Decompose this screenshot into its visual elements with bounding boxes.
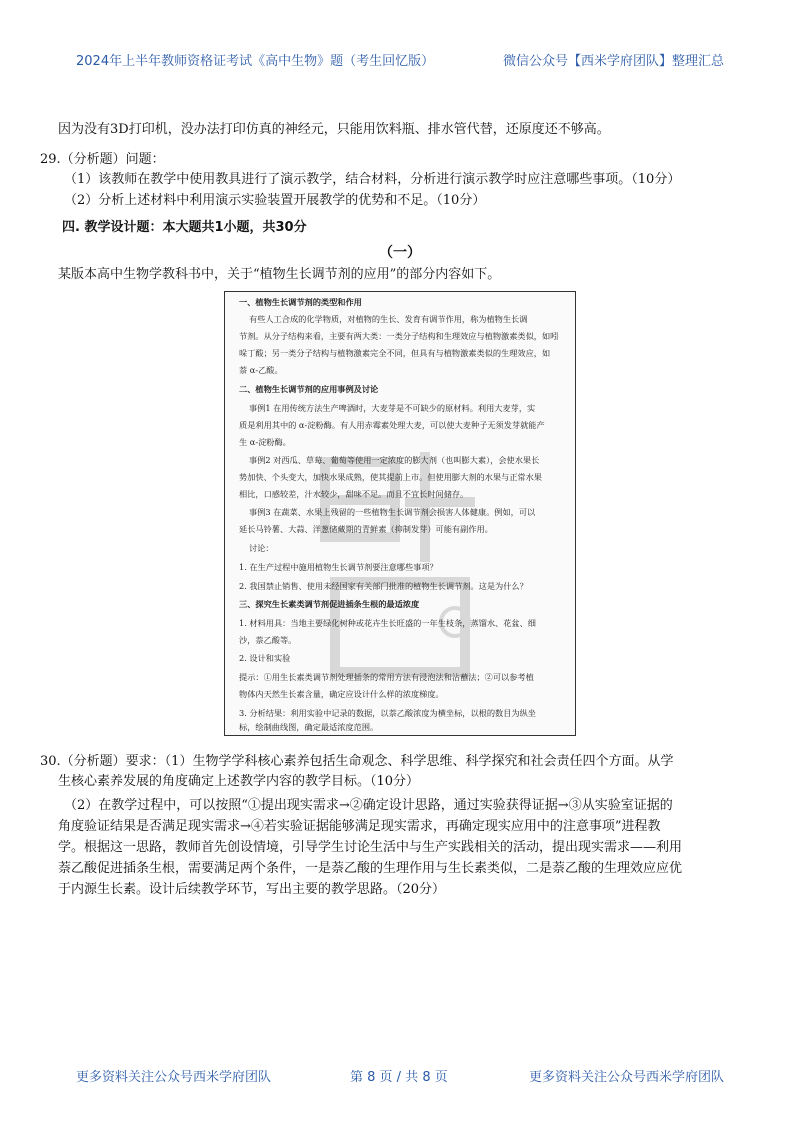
excerpt-line: 2. 我国禁止销售、使用未经国家有关部门批准的植物生长调节剂。这是为什么？	[239, 581, 528, 591]
header-source: 微信公众号【西米学府团队】整理汇总	[502, 54, 724, 69]
footer-right-note: 更多资料关注公众号西米学府团队	[528, 1070, 724, 1085]
q29-part1: （1）该教师在教学中使用教具进行了演示教学，结合材料，分析进行演示教学时应注意哪些事项。（10分）	[64, 172, 681, 187]
excerpt-line: 生 α-淀粉酶。	[239, 437, 291, 447]
excerpt-line: 讨论：	[249, 543, 274, 553]
q30-line-5: 学。根据这一思路，教师首先创设情境，引导学生讨论生活中与生产实践相关的活动，提出现实需求——利用	[58, 840, 683, 855]
figure-intro: 某版本高中生物学教科书中，关于“植物生长调节剂的应用”的部分内容如下。	[58, 267, 501, 282]
excerpt-line: 势加快、个头变大，加快水果成熟，使其提前上市。但使用膨大剂的水果与正常水果	[239, 472, 542, 482]
q30-line-1: 30.（分析题）要求：（1）生物学学科核心素养包括生命观念、科学思维、科学探究和社会责任四个方面。从学	[40, 754, 674, 769]
body-line-0: 因为没有3D打印机，没办法打印仿真的神经元，只能用饮料瓶、排水管代替，还原度还不够高。	[58, 122, 610, 137]
excerpt-line: 有些人工合成的化学物质，对植物的生长、发育有调节作用，称为植物生长调	[249, 314, 528, 324]
excerpt-line: 3. 分析结果：利用实验中记录的数据，以萘乙酸浓度为横坐标，以根的数目为纵坐	[239, 708, 536, 718]
q29-title: 29.（分析题）问题：	[40, 152, 165, 167]
page-number: 第 8 页 / 共 8 页	[350, 1070, 448, 1085]
q29-part2: （2）分析上述材料中利用演示实验装置开展教学的优势和不足。（10分）	[64, 193, 486, 208]
q30-line-2: 生核心素养发展的角度确定上述教学内容的教学目标。（10分）	[58, 774, 420, 789]
excerpt-line: 事例3 在蔬菜、水果上残留的一些植物生长调节剂会损害人体健康。例如，可以	[249, 507, 536, 517]
q30-line-6: 萘乙酸促进插条生根，需要满足两个条件，一是萘乙酸的生理作用与生长素类似，二是萘乙酸的生理效应应优	[58, 861, 683, 876]
excerpt-line: 1. 材料用具：当地主要绿化树种或花卉生长旺盛的一年生枝条，蒸馏水、花盆、细	[239, 618, 536, 628]
excerpt-line: 萘 α-乙酸。	[239, 365, 283, 375]
footer-left-note: 更多资料关注公众号西米学府团队	[76, 1070, 272, 1085]
textbook-excerpt-image	[224, 291, 576, 736]
excerpt-line: 延长马铃薯、大蒜、洋葱储藏期的青鲜素（抑制发芽）可能有副作用。	[239, 524, 493, 534]
sub-title: （一）	[379, 245, 421, 261]
excerpt-line: 一、植物生长调节剂的类型和作用	[239, 297, 362, 307]
section-4-title: 四. 教学设计题：本大题共1小题，共30分	[62, 220, 307, 235]
excerpt-line: 质是利用其中的 α-淀粉酶。有人用赤霉素处理大麦，可以使大麦种子无须发芽就能产	[239, 420, 545, 430]
q30-line-4: 角度验证结果是否满足现实需求→④若实验证据能够满足现实需求，再确定现实应用中的注意事项”进程教	[58, 819, 661, 834]
q30-line-7: 于内源生长素。设计后续教学环节，写出主要的教学思路。（20分）	[58, 882, 446, 897]
excerpt-line: 1. 在生产过程中施用植物生长调节剂要注意哪些事项？	[239, 562, 438, 572]
excerpt-line: 提示：①用生长素类调节剂处理插条的常用方法有浸泡法和沾蘸法；②可以参考植	[239, 672, 534, 682]
excerpt-line: 事例1 在用传统方法生产啤酒时，大麦芽是不可缺少的原材料。利用大麦芽，实	[249, 403, 536, 413]
excerpt-line: 沙，萘乙酸等。	[239, 635, 297, 645]
q30-line-3: （2）在教学过程中，可以按照“①提出现实需求→②确定设计思路，通过实验获得证据→③从实验室证据的	[64, 798, 673, 813]
excerpt-line: 事例2 对西瓜、草莓、葡萄等使用一定浓度的膨大剂（也叫膨大素），会使水果长	[249, 455, 540, 465]
excerpt-line: 2. 设计和实验	[239, 653, 291, 663]
excerpt-line: 三、探究生长素类调节剂促进插条生根的最适浓度	[239, 599, 420, 609]
page-header	[0, 50, 800, 70]
excerpt-line: 相比，口感较差，汁水较少，甜味不足。而且不宜长时间储存。	[239, 489, 469, 499]
excerpt-line: 标，绘制曲线图，确定最适浓度范围。	[239, 722, 379, 732]
excerpt-line: 二、植物生长调节剂的应用事例及讨论	[239, 384, 379, 394]
header-title: 2024年上半年教师资格证考试《高中生物》题（考生回忆版）	[76, 54, 435, 69]
excerpt-line: 哚丁酸；另一类分子结构与植物激素完全不同，但具有与植物激素类似的生理效应，如	[239, 348, 551, 358]
excerpt-line: 节剂。从分子结构来看，主要有两大类：一类分子结构和生理效应与植物激素类似，如吲	[239, 331, 559, 341]
excerpt-line: 物体内天然生长素含量，确定应设计什么样的浓度梯度。	[239, 689, 444, 699]
